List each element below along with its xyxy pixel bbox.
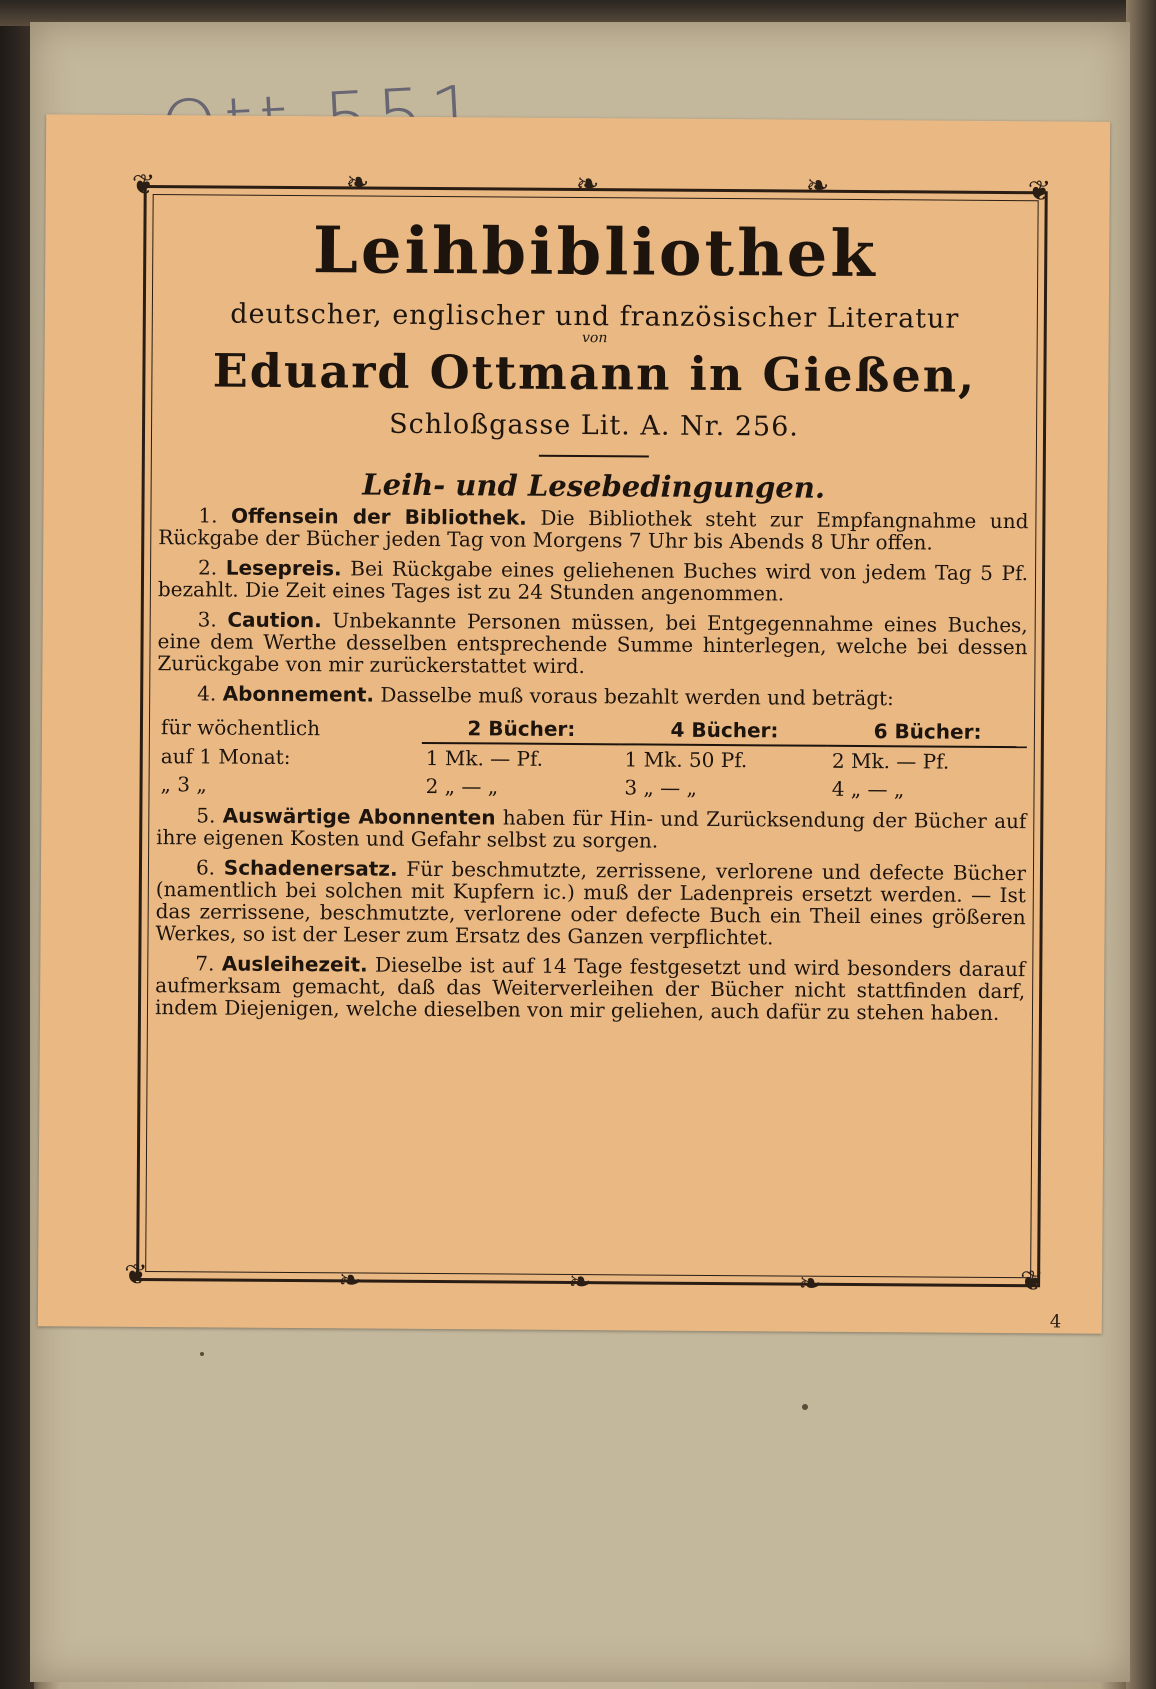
row-label: auf 1 Monat: (160, 743, 291, 769)
paper-speck (802, 1404, 808, 1410)
table-cell: 3 „ — „ (624, 775, 698, 800)
flourish-icon: ❧ (337, 1263, 362, 1297)
spine-edge (0, 0, 34, 1689)
table-cell: 1 Mk. — Pf. (425, 745, 544, 771)
rule-5: 5. Auswärtige Abonnenten haben für Hin- und Zurücksendung der Bücher auf ihre eigenen Kosten und Gefahr selbst zu sorgen. (156, 803, 1027, 853)
von-text: von (581, 330, 608, 347)
address: Schloßgasse Lit. A. Nr. 256. (389, 408, 800, 443)
table-cell: 2 Mk. — Pf. (831, 748, 950, 774)
subscription-rates-table (156, 712, 1027, 804)
rule-3: 3. Caution. Unbekannte Personen müssen, bei Entgegennahme eines Buches, eine dem Werthe desselben entsprechende Summe hinterlegen, welche bei dessen Zurückgabe von mir zurückerstattet wird. (157, 607, 1028, 679)
flourish-icon: ❧ (805, 168, 830, 202)
paper-speck (200, 1352, 204, 1356)
corner-ornament-icon: ❦ (1020, 1264, 1044, 1298)
table-cell: 2 „ — „ (425, 773, 499, 799)
flourish-icon: ❧ (345, 165, 370, 199)
owner-name: Eduard Ottmann in Gießen, (212, 343, 977, 403)
rule-1: 1. Offensein der Bibliothek. Die Bibliothek steht zur Empfangnahme und Rückgabe der Bücher jeden Tag von Morgens 7 Uhr bis Abends 8 Uhr offen. (158, 503, 1029, 555)
literature-subtitle: deutscher, englischer und französischer Literatur (230, 298, 960, 335)
corner-ornament-icon: ❦ (131, 167, 156, 202)
label-content (155, 210, 1031, 1032)
right-edge (1126, 0, 1156, 1689)
divider (539, 455, 649, 458)
rule-2: 2. Lesepreis. Bei Rückgabe eines geliehenen Buches wird von jedem Tag 5 Pf. bezahlt. Die Zeit eines Tages ist zu 24 Stunden angenommen. (157, 555, 1029, 606)
flourish-icon: ❧ (797, 1266, 822, 1300)
table-cell: 4 „ — „ (831, 776, 905, 802)
table-row (156, 770, 1026, 804)
column-header: 2 Bücher: (422, 714, 621, 744)
row-label: „ 3 „ (160, 772, 207, 797)
table-row-header: für wöchentlich (160, 714, 321, 740)
flourish-icon: ❧ (575, 166, 600, 201)
library-title: Leihbibliothek (312, 213, 878, 293)
conditions-heading: Leih- und Lesebedingungen. (362, 467, 826, 505)
printer-mark: 4 (1049, 1311, 1062, 1333)
flourish-icon: ❧ (567, 1264, 592, 1299)
corner-ornament-icon: ❦ (124, 1257, 148, 1292)
corner-ornament-icon: ❦ (1027, 174, 1052, 208)
table-cell: 1 Mk. 50 Pf. (624, 747, 748, 773)
rule-7: 7. Ausleihezeit. Dieselbe ist auf 14 Tage festgesetzt und wird besonders darauf aufmerksam gemacht, daß das Weiterverleihen der Bücher nicht stattfinden darf, indem Diejenigen, welche dieselben von mir geliehen, auch dafür zu stehen haben. (154, 951, 1026, 1025)
rule-6: 6. Schadenersatz. Für beschmutzte, zerrissene, verlorene und defecte Bücher (namentlich bei solchen mit Kupfern ic.) muß der Ladenpreis ersetzt werden. — Ist das zerrissene, beschmutzte, verlorene oder defecte Buch ein Theil eines größeren Werkes, so ist der Leser zum Ersatz des Ganzen verpflichtet. (155, 855, 1027, 950)
rule-4: 4. Abonnement. Dasselbe muß voraus bezahlt werden und beträgt: (197, 681, 894, 711)
column-header: 4 Bücher: (621, 715, 829, 745)
column-header: 6 Bücher: (828, 717, 1027, 747)
library-label (38, 114, 1110, 1333)
